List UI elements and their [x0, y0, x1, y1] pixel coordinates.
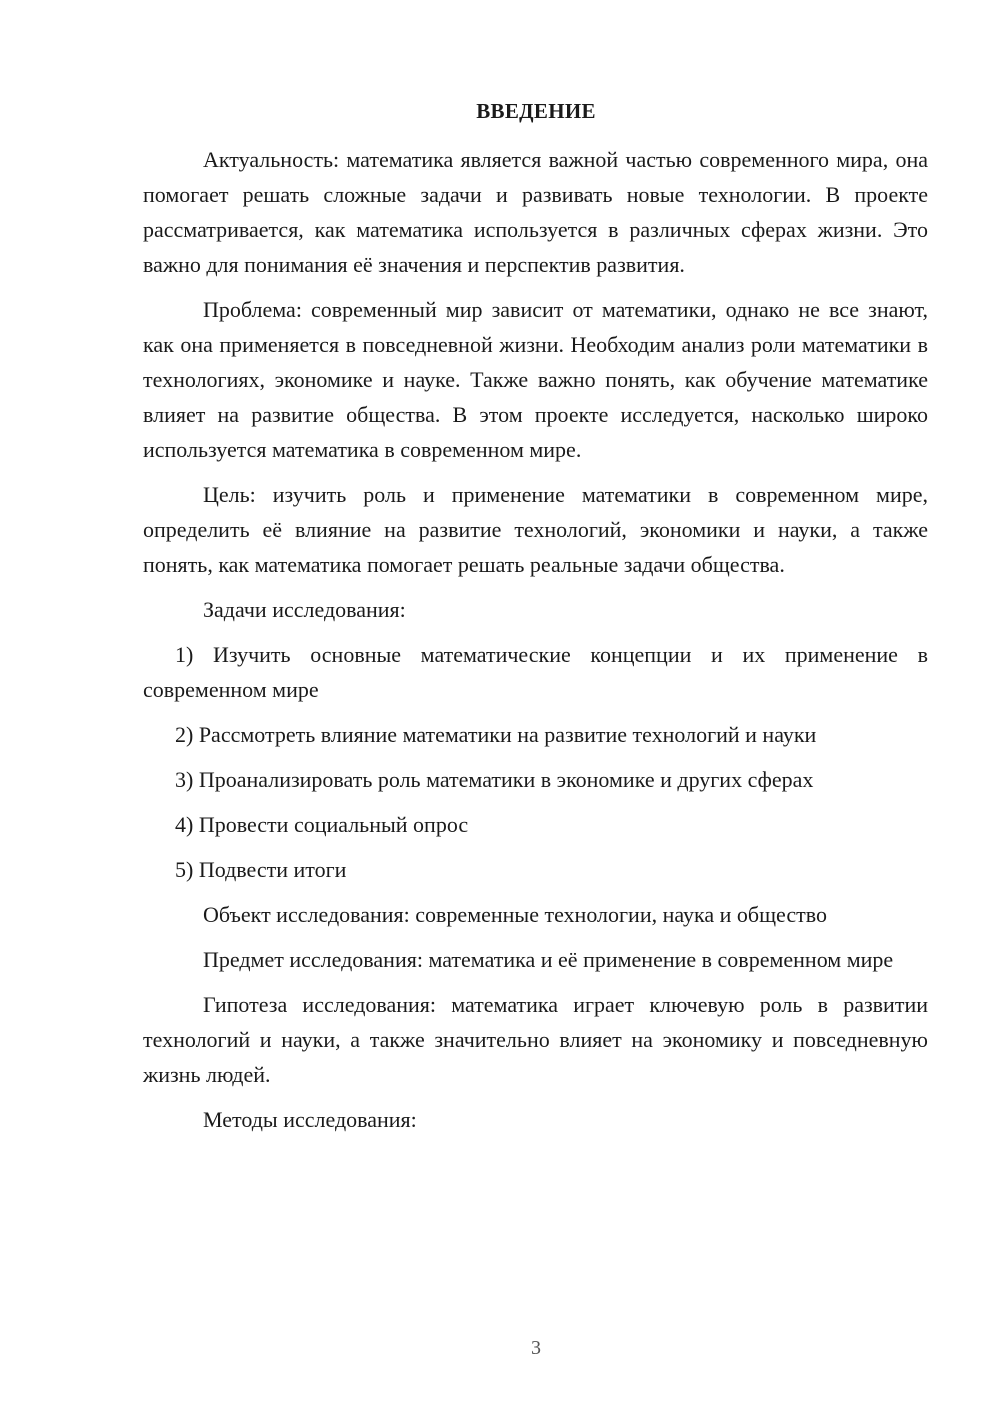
paragraph-methods: Методы исследования: [203, 1107, 417, 1132]
task-item-5: 5) Подвести итоги [175, 857, 347, 882]
task-item-1: 1) Изучить основные математические концепции и их применение в современном мире [143, 642, 928, 702]
paragraph-hypothesis: Гипотеза исследования: математика играет ключевую роль в развитии технологий и науки, а также значительно влияет на экономику и повседневную жизнь людей. [143, 992, 928, 1087]
paragraph-problem: Проблема: современный мир зависит от математики, однако не все знают, как она применяется в повседневной жизни. Необходим анализ роли математики в технологиях, экономике и науке. Также важно понять, как обучение математике влияет на развитие общества. В этом проекте исследуется, насколько широко используется математика в современном мире. [143, 297, 928, 462]
task-item-3: 3) Проанализировать роль математики в экономике и других сферах [175, 767, 814, 792]
document-body [143, 142, 928, 1147]
task-item-2: 2) Рассмотреть влияние математики на развитие технологий и науки [175, 722, 817, 747]
paragraph-subject: Предмет исследования: математика и её применение в современном мире [203, 947, 894, 972]
page-title: ВВЕДЕНИЕ [476, 99, 596, 123]
page-number: 3 [531, 1337, 541, 1359]
task-item-4: 4) Провести социальный опрос [175, 812, 469, 837]
paragraph-relevance: Актуальность: математика является важной частью современного мира, она помогает решать сложные задачи и развивать новые технологии. В проекте рассматривается, как математика используется в различных сферах жизни. Это важно для понимания её значения и перспектив развития. [143, 147, 928, 277]
paragraph-goal: Цель: изучить роль и применение математики в современном мире, определить её влияние на развитие технологий, экономики и науки, а также понять, как математика помогает решать реальные задачи общества. [143, 482, 928, 577]
tasks-heading: Задачи исследования: [203, 597, 406, 622]
paragraph-object: Объект исследования: современные технологии, наука и общество [203, 902, 827, 927]
